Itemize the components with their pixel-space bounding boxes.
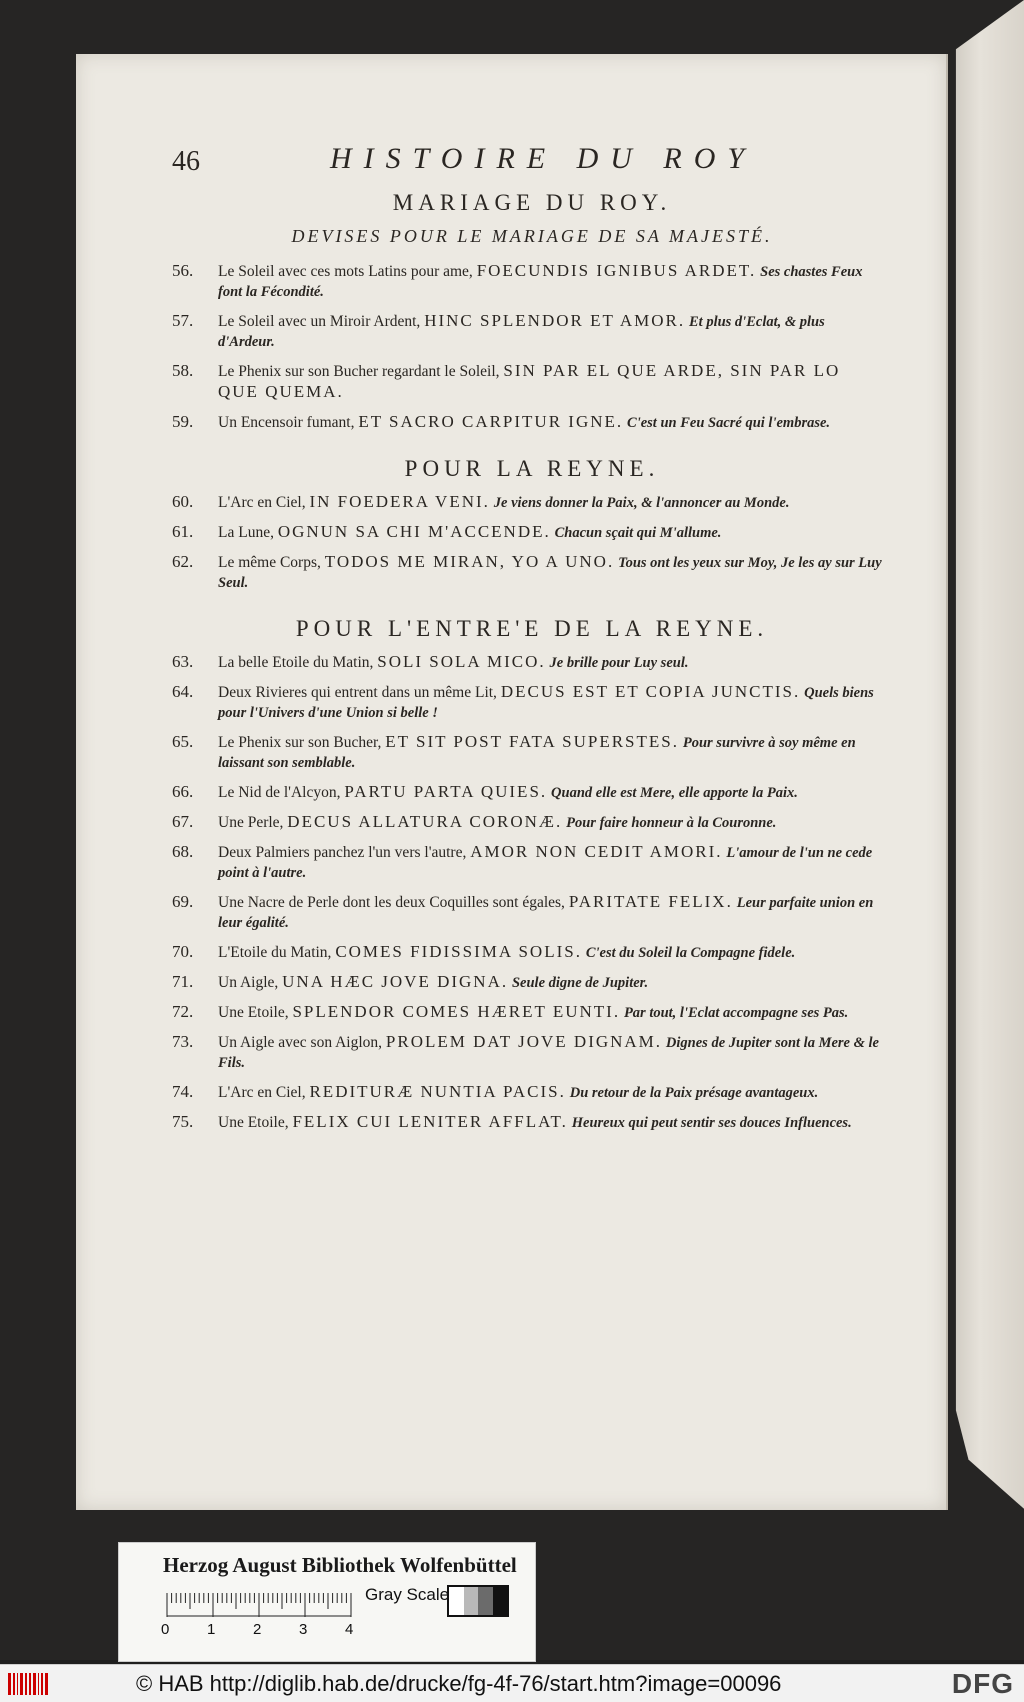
devise-entry xyxy=(172,942,882,963)
devise-entry xyxy=(172,812,882,833)
entry-subject: Une Etoile, xyxy=(218,1114,289,1131)
devise-entry xyxy=(172,1032,882,1073)
entry-number: 62. xyxy=(172,552,194,571)
section-gap xyxy=(182,442,882,448)
entry-motto: AMOR NON CEDIT AMORI. xyxy=(470,842,723,861)
entry-translation: Dignes de Jupiter sont la Mere & le Fils. xyxy=(218,1035,879,1071)
entry-motto: IN FOEDERA VENI. xyxy=(309,492,490,511)
entry-translation: Chacun sçait qui M'allume. xyxy=(554,525,722,541)
entry-number: 74. xyxy=(172,1082,194,1101)
entry-translation: Par tout, l'Eclat accompagne ses Pas. xyxy=(623,1005,849,1021)
page-header xyxy=(172,142,882,182)
devise-entry xyxy=(172,1002,882,1023)
entry-motto: FOECUNDIS IGNIBUS ARDET. xyxy=(476,261,757,280)
entry-motto: FELIX CUI LENITER AFFLAT. xyxy=(292,1112,568,1131)
section-title: POUR L'ENTRE'E DE LA REYNE. xyxy=(295,616,769,641)
barcode-bar xyxy=(38,1673,40,1695)
entry-subject: Un Encensoir fumant, xyxy=(218,414,355,431)
devise-entry xyxy=(172,842,882,883)
barcode-bar xyxy=(13,1673,15,1695)
devise-entry xyxy=(172,652,882,673)
devise-entry xyxy=(172,492,882,513)
page-number: 46 xyxy=(172,146,200,177)
entry-subject: Le Nid de l'Alcyon, xyxy=(218,784,341,801)
section-gap xyxy=(182,1142,882,1148)
barcode-bar xyxy=(41,1673,43,1695)
entry-translation: C'est du Soleil la Compagne fidele. xyxy=(585,945,796,961)
entry-subject: Une Etoile, xyxy=(218,1004,289,1021)
entry-number: 63. xyxy=(172,652,194,671)
entry-translation: Je brille pour Luy seul. xyxy=(549,655,689,671)
entry-motto: COMES FIDISSIMA SOLIS. xyxy=(335,942,582,961)
devise-list xyxy=(172,652,882,1133)
entry-number: 60. xyxy=(172,492,194,511)
gray-swatch-step xyxy=(478,1587,493,1615)
barcode-bar xyxy=(8,1673,11,1695)
devise-entry xyxy=(172,361,882,403)
gray-scale-swatch xyxy=(447,1585,509,1617)
ruler-scale xyxy=(165,1593,355,1617)
entry-translation: Ses chastes Feux font la Fécondité. xyxy=(218,264,863,300)
entry-translation: Seule digne de Jupiter. xyxy=(511,975,649,991)
entry-number: 73. xyxy=(172,1032,194,1051)
ruler-label: 2 xyxy=(253,1621,262,1638)
entry-number: 67. xyxy=(172,812,194,831)
entry-subject: Le Soleil avec un Miroir Ardent, xyxy=(218,313,421,330)
entry-number: 69. xyxy=(172,892,194,911)
entry-number: 61. xyxy=(172,522,194,541)
gray-swatch-step xyxy=(449,1587,464,1615)
devise-entry xyxy=(172,892,882,933)
entry-motto: PARITATE FELIX. xyxy=(568,892,733,911)
barcode-bar xyxy=(20,1673,23,1695)
entry-motto: SIN PAR EL QUE ARDE, SIN PAR LO QUE QUEMA. xyxy=(218,361,841,401)
entry-motto: PROLEM DAT JOVE DIGNAM. xyxy=(385,1032,663,1051)
dfg-logo: DFG xyxy=(951,1668,1014,1699)
institution-name: Herzog August Bibliothek Wolfenbüttel xyxy=(163,1553,517,1577)
entry-motto: ET SIT POST FATA SUPERSTES. xyxy=(385,732,679,751)
sections-container xyxy=(172,190,882,1148)
entry-translation: Quels biens pour l'Univers d'une Union si belle ! xyxy=(218,685,874,721)
entry-subject: Deux Palmiers panchez l'un vers l'autre, xyxy=(218,844,467,861)
barcode-bar xyxy=(33,1673,36,1695)
running-title: HISTOIRE DU ROY xyxy=(330,142,757,175)
entry-translation: L'amour de l'un ne cede point à l'autre. xyxy=(218,845,873,881)
entry-translation: C'est un Feu Sacré qui l'embrase. xyxy=(627,415,831,431)
entry-motto: ET SACRO CARPITUR IGNE. xyxy=(358,412,624,431)
devise-entry xyxy=(172,972,882,993)
entry-subject: Le même Corps, xyxy=(218,554,321,571)
devise-entry xyxy=(172,682,882,723)
entry-subject: Le Phenix sur son Bucher, xyxy=(218,734,382,751)
entry-motto: TODOS ME MIRAN, YO A UNO. xyxy=(324,552,615,571)
entry-subject: L'Arc en Ciel, xyxy=(218,1084,306,1101)
entry-translation: Leur parfaite union en leur égalité. xyxy=(218,895,874,931)
ruler-label: 4 xyxy=(345,1621,354,1638)
footer-bar xyxy=(0,1664,1024,1702)
devise-entry xyxy=(172,522,882,543)
entry-translation: Et plus d'Eclat, & plus d'Ardeur. xyxy=(218,314,825,350)
ruler-label: 0 xyxy=(161,1621,170,1638)
devise-list xyxy=(172,492,882,593)
page-content xyxy=(172,142,882,1148)
book-page xyxy=(76,54,948,1510)
adjacent-page-edge xyxy=(950,0,1024,1640)
section-subtitle: DEVISES POUR LE MARIAGE DE SA MAJESTÉ. xyxy=(291,226,773,246)
entry-subject: Une Nacre de Perle dont les deux Coquilles sont égales, xyxy=(218,894,565,911)
entry-number: 56. xyxy=(172,261,194,280)
ruler-label: 1 xyxy=(207,1621,216,1638)
entry-subject: La Lune, xyxy=(218,524,274,541)
barcode-bar xyxy=(29,1673,31,1695)
entry-motto: UNA HÆC JOVE DIGNA. xyxy=(282,972,509,991)
entry-number: 68. xyxy=(172,842,194,861)
section-title: MARIAGE DU ROY. xyxy=(392,190,672,215)
entry-subject: Un Aigle, xyxy=(218,974,279,991)
devise-entry xyxy=(172,412,882,433)
section-title: POUR LA REYNE. xyxy=(404,456,660,481)
devise-entry xyxy=(172,782,882,803)
color-calibration-card xyxy=(118,1542,536,1662)
gray-scale-label: Gray Scale xyxy=(365,1585,450,1604)
entry-motto: DECUS ALLATURA CORONÆ. xyxy=(287,812,563,831)
entry-subject: Un Aigle avec son Aiglon, xyxy=(218,1034,383,1051)
entry-motto: HINC SPLENDOR ET AMOR. xyxy=(424,311,686,330)
barcode-icon xyxy=(8,1673,48,1695)
entry-number: 71. xyxy=(172,972,194,991)
devise-entry xyxy=(172,552,882,593)
entry-motto: REDITURÆ NUNTIA PACIS. xyxy=(309,1082,566,1101)
devise-entry xyxy=(172,1082,882,1103)
entry-number: 59. xyxy=(172,412,194,431)
entry-subject: L'Arc en Ciel, xyxy=(218,494,306,511)
entry-number: 75. xyxy=(172,1112,194,1131)
devise-entry xyxy=(172,732,882,773)
entry-motto: SOLI SOLA MICO. xyxy=(377,652,546,671)
entry-translation: Heureux qui peut sentir ses douces Influences. xyxy=(571,1115,852,1131)
entry-translation: Quand elle est Mere, elle apporte la Paix. xyxy=(551,785,798,801)
entry-subject: La belle Etoile du Matin, xyxy=(218,654,374,671)
barcode-bar xyxy=(17,1673,19,1695)
entry-subject: Une Perle, xyxy=(218,814,284,831)
entry-subject: Deux Rivieres qui entrent dans un même Lit, xyxy=(218,684,497,701)
entry-number: 58. xyxy=(172,361,194,380)
gray-swatch-step xyxy=(493,1587,508,1615)
entry-subject: L'Etoile du Matin, xyxy=(218,944,332,961)
footer-citation: © HAB http://diglib.hab.de/drucke/fg-4f-76/start.htm?image=00096 xyxy=(136,1671,782,1696)
entry-motto: OGNUN SA CHI M'ACCENDE. xyxy=(277,522,551,541)
entry-number: 65. xyxy=(172,732,194,751)
entry-number: 72. xyxy=(172,1002,194,1021)
barcode-bar xyxy=(25,1673,27,1695)
devise-entry xyxy=(172,1112,882,1133)
devise-list xyxy=(172,261,882,433)
entry-number: 64. xyxy=(172,682,194,701)
entry-translation: Tous ont les yeux sur Moy, Je les ay sur Luy Seul. xyxy=(218,555,882,591)
gray-swatch-step xyxy=(464,1587,479,1615)
entry-number: 57. xyxy=(172,311,194,330)
ruler-label: 3 xyxy=(299,1621,308,1638)
barcode-bar xyxy=(45,1673,48,1695)
entry-subject: Le Phenix sur son Bucher regardant le Soleil, xyxy=(218,363,500,380)
entry-number: 66. xyxy=(172,782,194,801)
entry-translation: Du retour de la Paix présage avantageux. xyxy=(569,1085,819,1101)
entry-translation: Pour survivre à soy même en laissant son semblable. xyxy=(218,735,856,771)
entry-number: 70. xyxy=(172,942,194,961)
entry-translation: Pour faire honneur à la Couronne. xyxy=(566,815,777,831)
section-gap xyxy=(182,602,882,608)
entry-motto: SPLENDOR COMES HÆRET EUNTI. xyxy=(292,1002,621,1021)
entry-translation: Je viens donner la Paix, & l'annoncer au Monde. xyxy=(493,495,790,511)
entry-subject: Le Soleil avec ces mots Latins pour ame, xyxy=(218,263,473,280)
devise-entry xyxy=(172,261,882,302)
entry-motto: PARTU PARTA QUIES. xyxy=(344,782,548,801)
entry-motto: DECUS EST ET COPIA JUNCTIS. xyxy=(500,682,801,701)
devise-entry xyxy=(172,311,882,352)
